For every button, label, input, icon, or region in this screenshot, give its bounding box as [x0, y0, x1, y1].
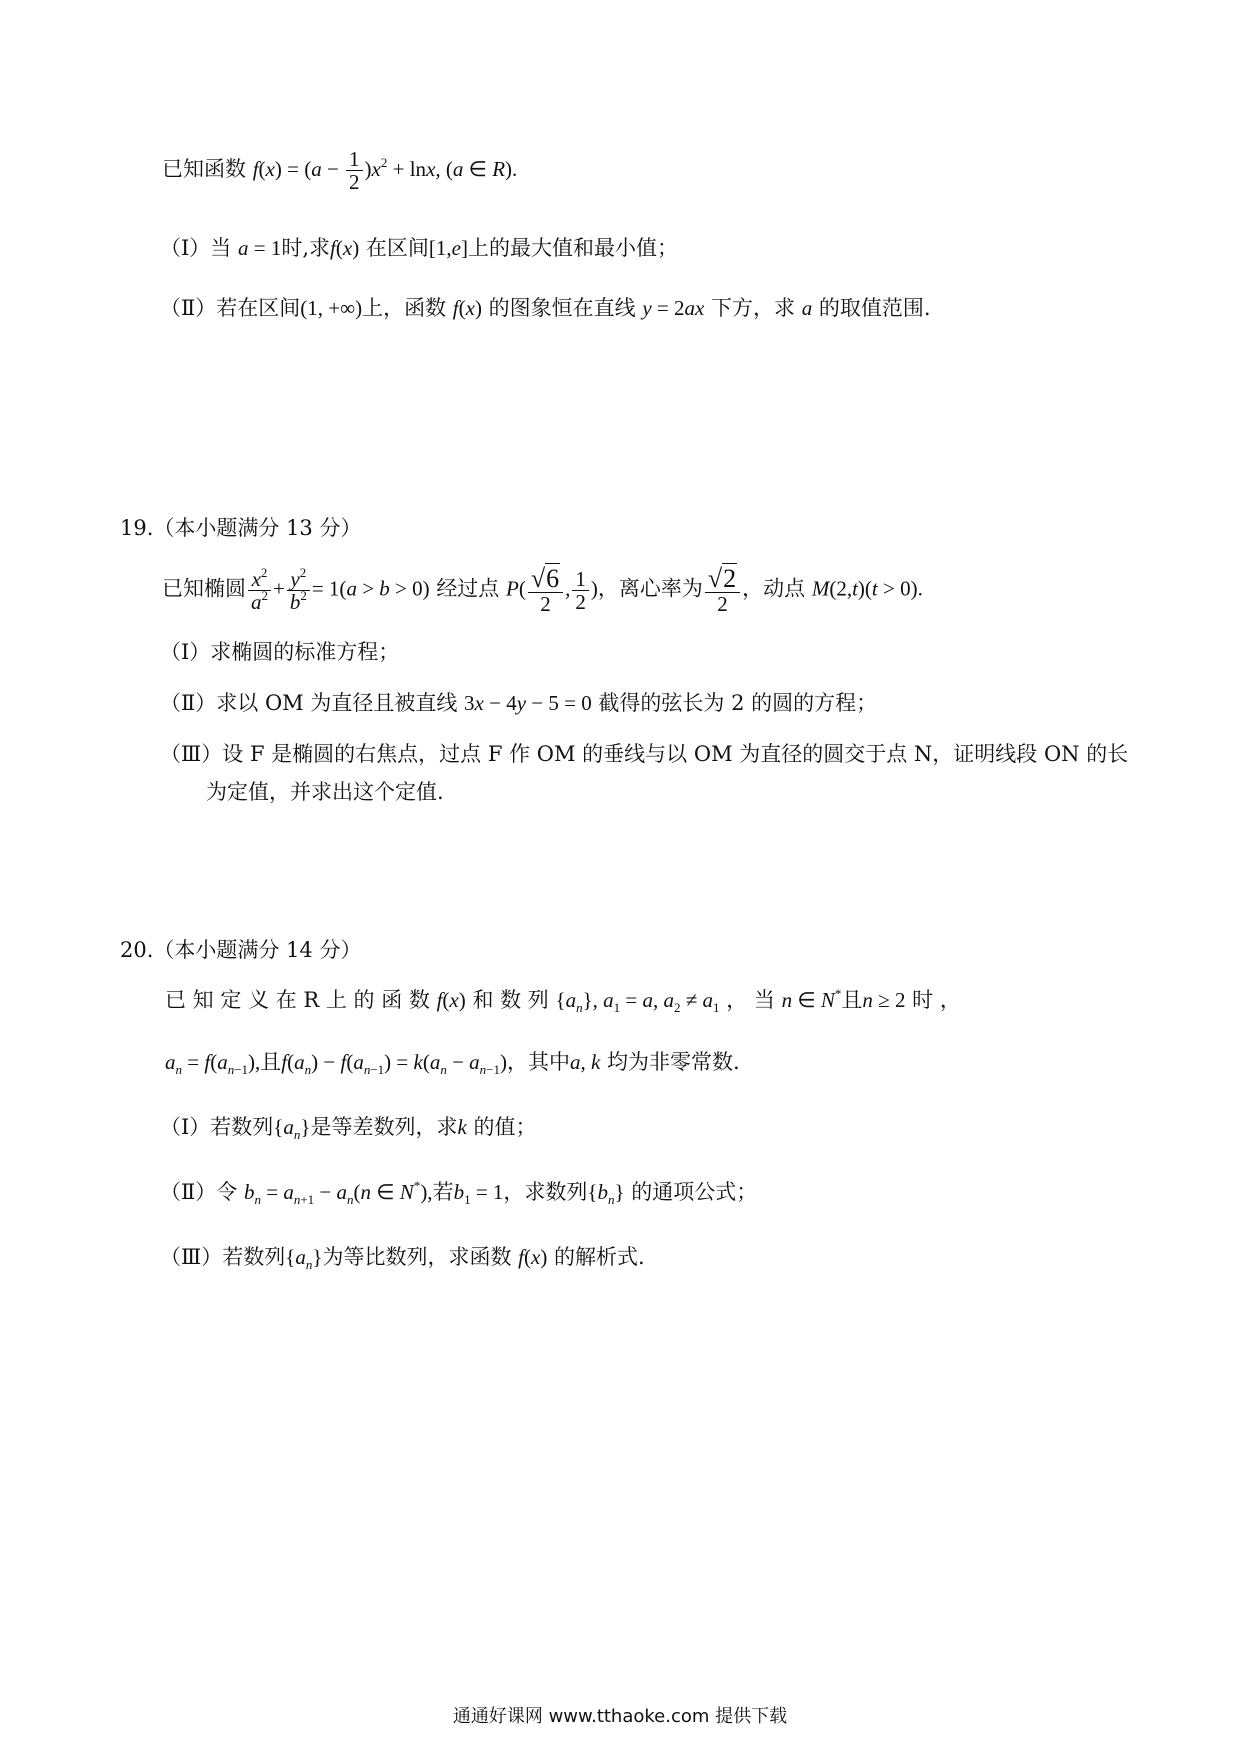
q18-function-formula: f — [252, 157, 259, 182]
q19-part1: （Ⅰ）求椭圆的标准方程； — [160, 640, 400, 664]
part-mark: （Ⅲ） — [160, 742, 223, 766]
q20-part2: （Ⅱ）令 $b_n = a_{n+1} - a_n(n$ ∈ N*),若$b_1 = 1$，求数列$\{b_n\}$ 的通项公式； — [160, 1178, 758, 1207]
fraction-sqrt2-2: $\frac{√2}{2}$ — [705, 565, 740, 615]
fraction-sqrt6-2: $\frac{√6}{2}$ — [528, 565, 563, 615]
fraction-y2-b2: $\frac{y^2}{b^2}$ — [287, 568, 310, 613]
part-mark: （Ⅱ） — [160, 296, 217, 320]
part-mark: （Ⅲ） — [160, 1245, 223, 1269]
q20-intro-line1: 已 知 定 义 在 R 上 的 函 数 f(x) 和 数 列 $\{a_n\}$, $a_1 = a$, $a_2 \ne a_1$ ， 当 n ∈ N*且n ≥ 2 时 ， — [165, 986, 961, 1015]
fraction-x2-a2: $\frac{x^2}{a^2}$ — [248, 568, 271, 613]
q19-part3-line2: 为定值，并求出这个定值. — [206, 780, 444, 804]
q19-part2: （Ⅱ）求以 OM 为直径且被直线 3x − 4y − 5 = 0 截得的弦长为 2 的圆的方程； — [160, 691, 878, 715]
part-mark: （Ⅰ） — [160, 1115, 211, 1139]
q20-part1: （Ⅰ）若数列$\{a_n\}$是等差数列，求k 的值； — [160, 1115, 537, 1142]
fraction-one-half: $\frac{1}{2}$ — [572, 568, 589, 613]
q20-header: 20.（本小题满分 14 分） — [120, 938, 362, 962]
q19-header: 19.（本小题满分 13 分） — [120, 516, 362, 540]
part-mark: （Ⅱ） — [160, 1180, 217, 1204]
part-mark: （Ⅰ） — [160, 236, 211, 260]
fraction-one-half: $\frac{1}{2}$ — [346, 148, 363, 193]
q20-intro-line2: $a_n = f(a_{n-1})$,且$f(a_n) - f(a_{n-1}) = k(a_n - a_{n-1})$，其中a, k 均为非零常数. — [165, 1050, 740, 1077]
q19-part3-line1: （Ⅲ）设 F 是椭圆的右焦点，过点 F 作 OM 的垂线与以 OM 为直径的圆交于点 N，证明线段 ON 的长 — [160, 742, 1129, 766]
q18-intro: 已知函数 f(x) = (a − $\frac{1}{2}$ )$x^2 + \ln x$, (a ∈ R). — [162, 147, 518, 195]
q18-part2: （Ⅱ）若在区间(1, +∞)上，函数 f(x) 的图象恒在直线 y = 2ax 下方，求 a 的取值范围. — [160, 296, 931, 320]
part-mark: （Ⅱ） — [160, 691, 217, 715]
footer-download-note: 通通好课网 www.tthaoke.com 提供下载 — [452, 1706, 788, 1727]
q18-intro-text: 已知函数 — [162, 157, 246, 182]
part-mark: （Ⅰ） — [160, 640, 211, 664]
q20-part3: （Ⅲ）若数列$\{a_n\}$为等比数列，求函数 f(x) 的解析式. — [160, 1245, 645, 1272]
q19-intro: 已知椭圆 $\frac{x^2}{a^2}$ + $\frac{y^2}{b^2}$ = 1(a > b > 0) 经过点 P( $\frac{√6}{2}$ , $\frac{1}{2}$ )，离心率为 $\frac{√2}{2}$ ，动点 M(2,t)(t > 0). — [162, 564, 923, 617]
q18-part1: （Ⅰ）当 a = 1时,求f(x) 在区间[1,e]上的最大值和最小值； — [160, 236, 678, 260]
